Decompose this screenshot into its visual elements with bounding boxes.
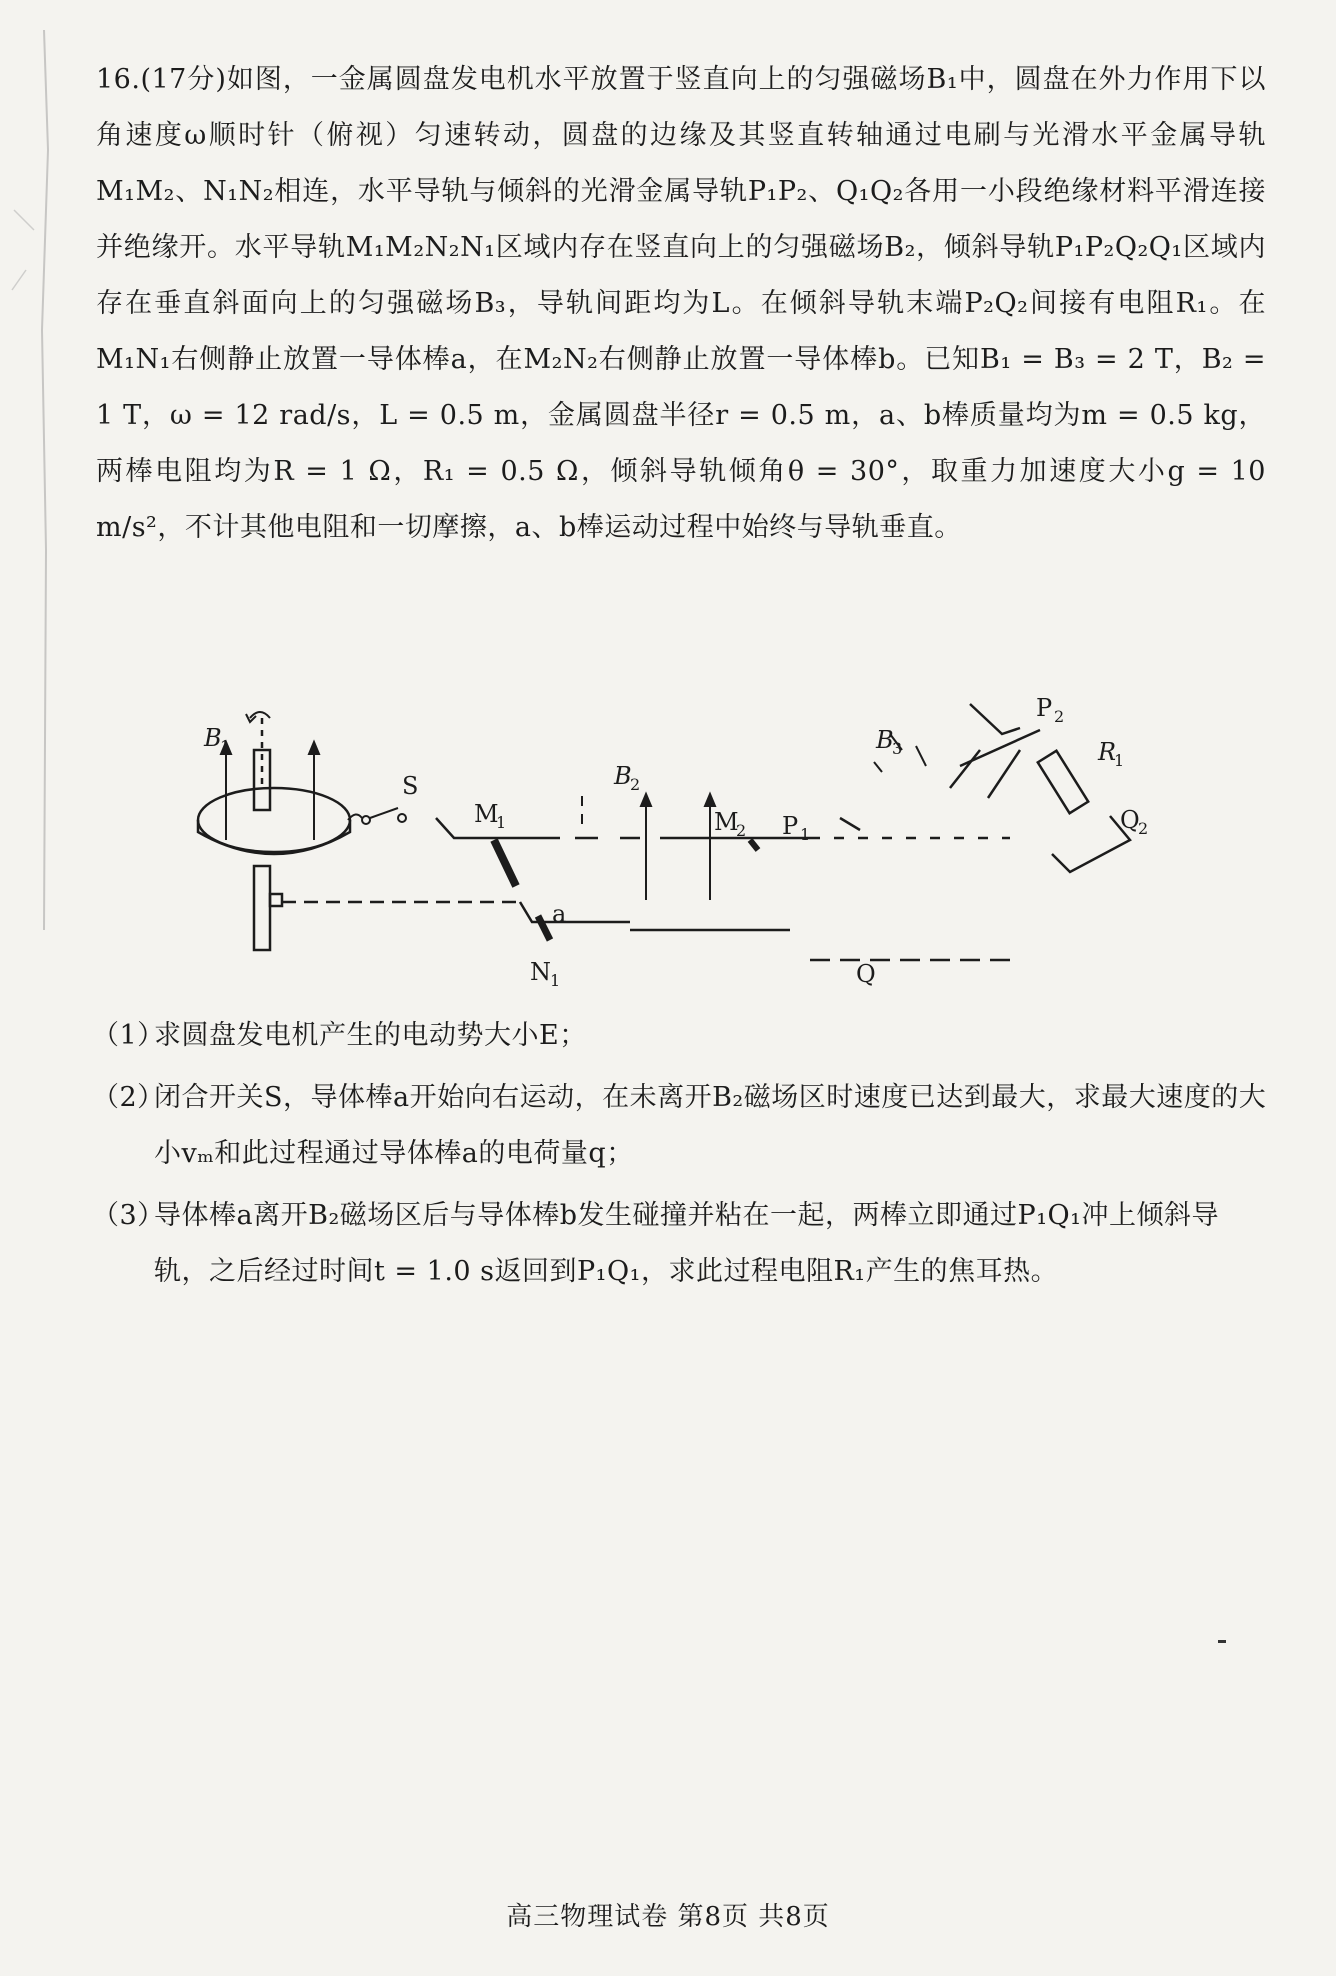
rotation-shaft <box>254 718 282 950</box>
question-3-text: 导体棒a离开B₂磁场区后与导体棒b发生碰撞并粘在一起，两棒立即通过P₁Q₁冲上倾斜导轨，之后经过时间t = 1.0 s返回到P₁Q₁，求此过程电阻R₁产生的焦耳热。 <box>154 1200 1219 1287</box>
question-3-number: （3） <box>92 1200 165 1231</box>
label-q2-sub: 2 <box>1138 819 1149 838</box>
problem-16 <box>96 52 1266 556</box>
field-b2-arrows <box>582 794 715 900</box>
scan-speck <box>1218 1640 1226 1643</box>
rail-n1-n2 <box>282 902 1010 960</box>
question-2 <box>92 1070 1272 1182</box>
label-m2-sub: 2 <box>736 821 747 840</box>
label-a: a <box>552 900 567 928</box>
label-b3: B <box>876 726 894 754</box>
question-3 <box>92 1188 1272 1300</box>
question-1-text: 求圆盘发电机产生的电动势大小E； <box>154 1020 587 1051</box>
label-n1-sub: 1 <box>550 971 561 990</box>
question-list <box>92 1008 1272 1306</box>
page-footer: 高三物理试卷 第8页 共8页 <box>506 1902 830 1932</box>
label-p2-sub: 2 <box>1054 707 1065 726</box>
label-s: S <box>402 772 419 800</box>
question-1 <box>92 1008 1272 1064</box>
label-n1: N <box>530 958 551 986</box>
rotation-arrow-icon <box>246 712 270 722</box>
label-m2: M <box>714 808 739 836</box>
label-b2-sub: 2 <box>630 775 641 794</box>
metal-disc <box>198 788 350 854</box>
label-b3-sub: 3 <box>892 739 903 758</box>
switch-s <box>348 808 406 824</box>
circuit-diagram <box>190 690 1170 1010</box>
circuit-diagram-svg <box>190 690 1170 1010</box>
label-m1-sub: 1 <box>496 813 507 832</box>
problem-number: 16. <box>96 64 141 95</box>
label-p1-sub: 1 <box>800 825 811 844</box>
problem-score: (17分) <box>140 64 227 95</box>
rod-a <box>538 916 550 940</box>
scan-edge-shadow <box>4 30 64 930</box>
problem-text: 如图，一金属圆盘发电机水平放置于竖直向上的匀强磁场B₁中，圆盘在外力作用下以角速度ω顺时针（俯视）匀速转动，圆盘的边缘及其竖直转轴通过电刷与光滑水平金属导轨M₁M₂、N₁N₂相连，水平导轨与倾斜的光滑金属导轨P₁P₂、Q₁Q₂各用一小段绝缘材料平滑连接并绝缘开。水平导轨M₁M₂N₂N₁区域内存在竖直向上的匀强磁场B₂，倾斜导轨P₁P₂Q₂Q₁区域内存在垂直斜面向上的匀强磁场B₃，导轨间距均为L。在倾斜导轨末端P₂Q₂间接有电阻R₁。在M₁N₁右侧静止放置一导体棒a，在M₂N₂右侧静止放置一导体棒b。已知B₁ = B₃ = 2 T，B₂ = 1 T，ω = 12 rad/s，L = 0.5 m，金属圆盘半径r = 0.5 m，a、b棒质量均为m = 0.5 kg，两棒电阻均为R = 1 Ω，R₁ = 0.5 Ω，倾斜导轨倾角θ = 30°，取重力加速度大小g = 10 m/s²，不计其他电阻和一切摩擦，a、b棒运动过程中始终与导轨垂直。 <box>96 64 1266 543</box>
label-r1-sub: 1 <box>1114 751 1125 770</box>
resistor-r1 <box>1038 751 1088 814</box>
question-2-number: （2） <box>92 1082 165 1113</box>
label-b2: B <box>614 762 632 790</box>
label-b1-sub: 1 <box>220 737 231 756</box>
label-q: Q <box>856 960 876 988</box>
label-r1: R <box>1098 738 1117 766</box>
rod-at-m1 <box>494 840 516 886</box>
label-p1: P <box>782 812 799 840</box>
rod-b <box>750 840 758 850</box>
question-1-number: （1） <box>92 1020 165 1051</box>
label-q2: Q <box>1120 806 1140 834</box>
problem-text-block <box>96 52 1266 556</box>
question-2-text: 闭合开关S，导体棒a开始向右运动，在未离开B₂磁场区时速度已达到最大，求最大速度的大小vₘ和此过程通过导体棒a的电荷量q； <box>154 1082 1267 1169</box>
label-p2: P <box>1036 694 1053 722</box>
label-b1: B <box>204 724 222 752</box>
label-m1: M <box>474 800 499 828</box>
